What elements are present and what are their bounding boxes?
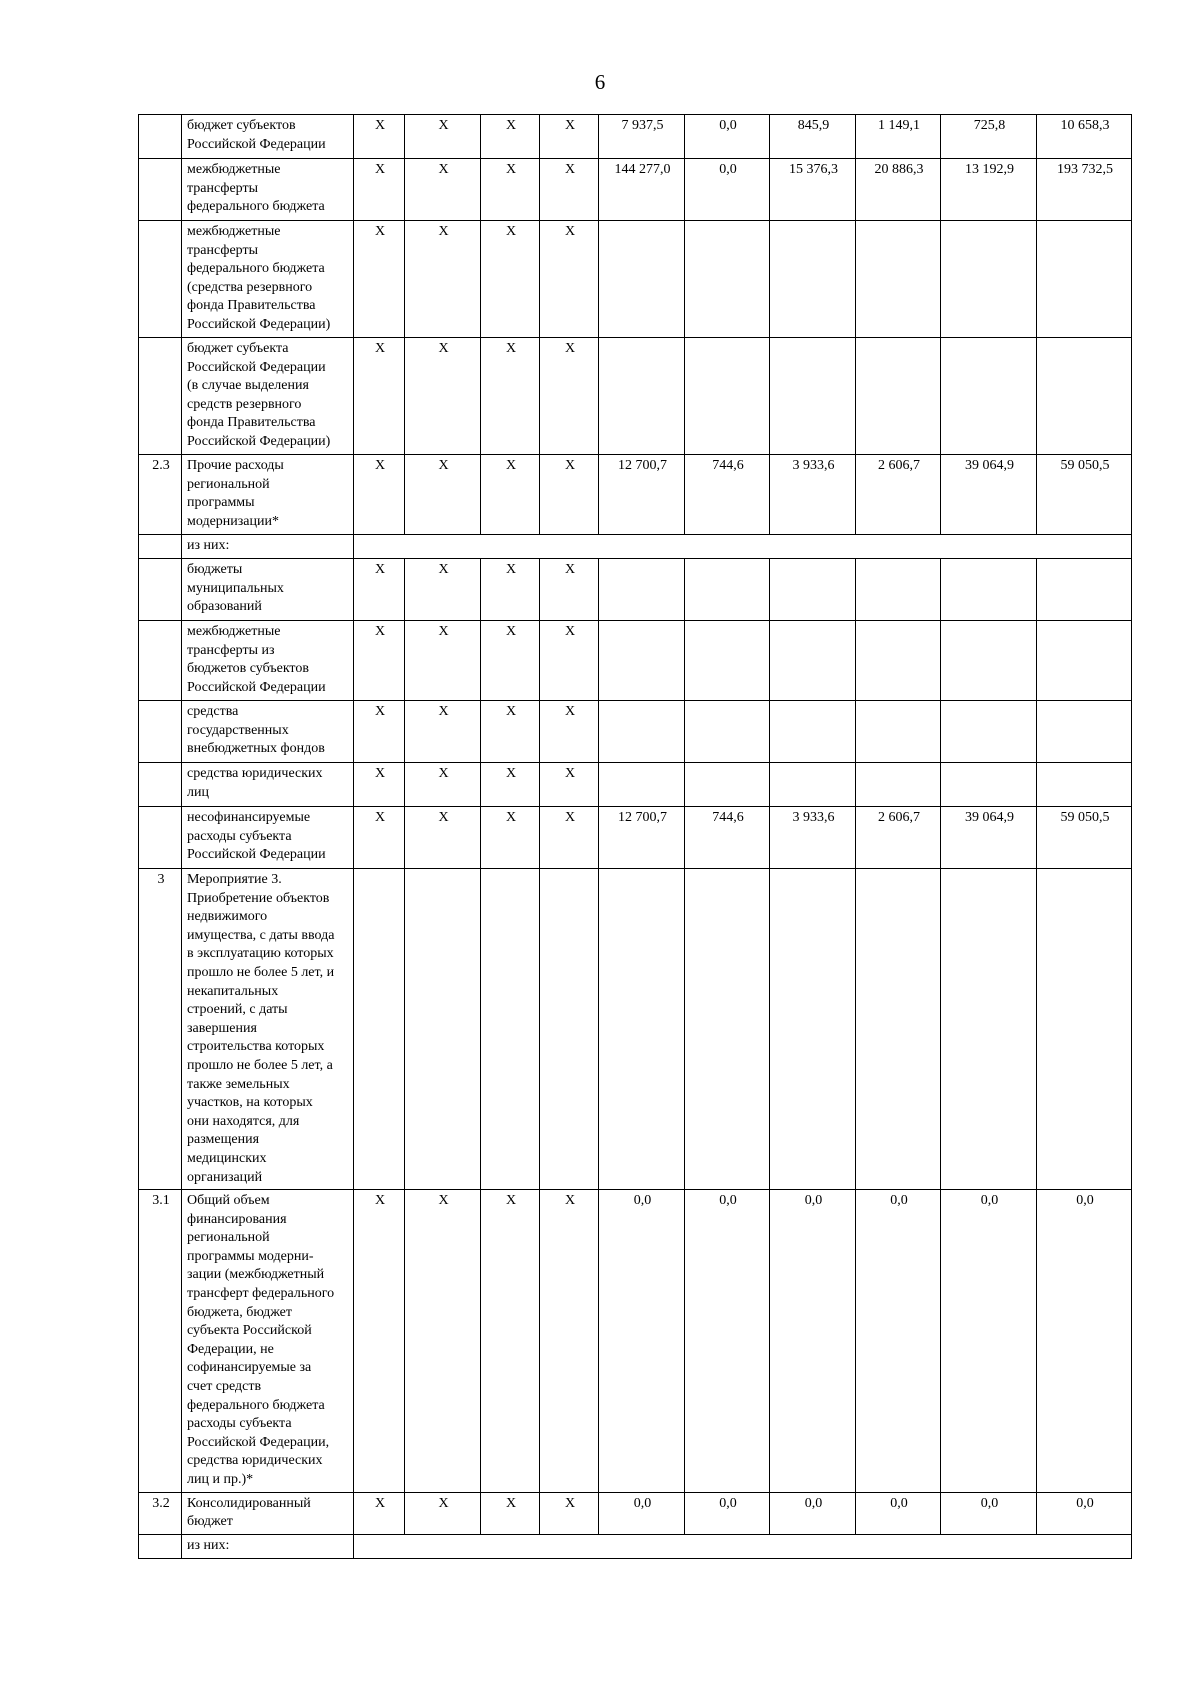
budget-table [138, 114, 1132, 1559]
mark-cell: X [540, 1492, 599, 1534]
row-number-cell [139, 763, 182, 807]
table-row [139, 1190, 1132, 1493]
table-row [139, 869, 1132, 1190]
value-cell: 39 064,9 [941, 455, 1037, 535]
mark-cell: X [354, 621, 405, 701]
mark-cell: X [481, 221, 540, 338]
value-cell [685, 869, 770, 1190]
value-cell [599, 338, 685, 455]
table-row [139, 535, 1132, 559]
row-description-cell: Прочие расходы региональной программы модернизации* [182, 455, 354, 535]
row-number-cell: 2.3 [139, 455, 182, 535]
value-cell: 13 192,9 [941, 159, 1037, 221]
value-cell [1037, 559, 1132, 621]
mark-cell: X [405, 1190, 481, 1493]
value-cell [941, 763, 1037, 807]
value-cell: 15 376,3 [770, 159, 856, 221]
value-cell [599, 559, 685, 621]
value-cell [856, 701, 941, 763]
mark-cell: X [405, 559, 481, 621]
table-row [139, 559, 1132, 621]
value-cell: 0,0 [941, 1190, 1037, 1493]
value-cell [599, 763, 685, 807]
table-row [139, 159, 1132, 221]
row-description-cell: межбюджетные трансферты федерального бюджета (средства резервного фонда Правительства Российской Федерации) [182, 221, 354, 338]
table-row [139, 807, 1132, 869]
value-cell: 744,6 [685, 807, 770, 869]
row-description-cell: несофинансируемые расходы субъекта Российской Федерации [182, 807, 354, 869]
value-cell [770, 701, 856, 763]
row-number-cell: 3.1 [139, 1190, 182, 1493]
value-cell: 39 064,9 [941, 807, 1037, 869]
mark-cell: X [405, 621, 481, 701]
mark-cell: X [481, 455, 540, 535]
mark-cell: X [354, 455, 405, 535]
mark-cell: X [405, 338, 481, 455]
value-cell [770, 221, 856, 338]
row-description-cell: из них: [182, 535, 354, 559]
mark-cell: X [540, 763, 599, 807]
mark-cell: X [405, 701, 481, 763]
mark-cell [540, 869, 599, 1190]
value-cell: 0,0 [856, 1190, 941, 1493]
mark-cell: X [354, 159, 405, 221]
page-number: 6 [594, 70, 606, 94]
mark-cell: X [540, 159, 599, 221]
mark-cell: X [481, 338, 540, 455]
value-cell [685, 559, 770, 621]
row-number-cell [139, 221, 182, 338]
row-description-cell: Мероприятие 3. Приобретение объектов недвижимого имущества, с даты ввода в эксплуатацию которых прошло не более 5 лет, и некапитальных строений, с даты завершения строительства которых прошло не более 5 лет, а также земельных участков, на которых они находятся, для размещения медицинских организаций [182, 869, 354, 1190]
row-number-cell: 3 [139, 869, 182, 1190]
value-cell [685, 763, 770, 807]
value-cell: 144 277,0 [599, 159, 685, 221]
mark-cell [481, 869, 540, 1190]
mark-cell [354, 869, 405, 1190]
row-number-cell [139, 115, 182, 159]
mark-cell: X [481, 559, 540, 621]
value-cell: 0,0 [685, 1190, 770, 1493]
table-row [139, 1534, 1132, 1558]
row-description-cell: бюджет субъектов Российской Федерации [182, 115, 354, 159]
mark-cell: X [405, 115, 481, 159]
mark-cell: X [540, 621, 599, 701]
value-cell [1037, 221, 1132, 338]
value-cell [856, 559, 941, 621]
merged-empty-cell [354, 1534, 1132, 1558]
value-cell: 845,9 [770, 115, 856, 159]
value-cell [599, 701, 685, 763]
value-cell [599, 221, 685, 338]
value-cell [856, 869, 941, 1190]
mark-cell: X [354, 559, 405, 621]
value-cell: 0,0 [599, 1492, 685, 1534]
value-cell: 2 606,7 [856, 807, 941, 869]
value-cell: 725,8 [941, 115, 1037, 159]
value-cell [685, 701, 770, 763]
value-cell: 0,0 [770, 1190, 856, 1493]
row-number-cell [139, 559, 182, 621]
mark-cell [405, 869, 481, 1190]
value-cell [941, 338, 1037, 455]
row-description-cell: бюджеты муниципальных образований [182, 559, 354, 621]
mark-cell: X [354, 115, 405, 159]
value-cell: 0,0 [1037, 1190, 1132, 1493]
row-description-cell: Общий объем финансирования региональной программы модерни- зации (межбюджетный трансферт федерального бюджета, бюджет субъекта Российской Федерации, не софинансируемые за счет средств федерального бюджета расходы субъекта Российской Федерации, средства юридических лиц и пр.)* [182, 1190, 354, 1493]
value-cell [941, 621, 1037, 701]
value-cell [770, 621, 856, 701]
value-cell [1037, 701, 1132, 763]
value-cell [1037, 338, 1132, 455]
value-cell [1037, 763, 1132, 807]
row-description-cell: средства юридических лиц [182, 763, 354, 807]
mark-cell: X [481, 701, 540, 763]
table-row [139, 221, 1132, 338]
row-number-cell [139, 535, 182, 559]
value-cell: 0,0 [941, 1492, 1037, 1534]
mark-cell: X [354, 1190, 405, 1493]
value-cell: 59 050,5 [1037, 455, 1132, 535]
mark-cell: X [405, 159, 481, 221]
mark-cell: X [481, 1190, 540, 1493]
row-number-cell [139, 338, 182, 455]
mark-cell: X [405, 763, 481, 807]
mark-cell: X [540, 559, 599, 621]
value-cell [770, 338, 856, 455]
mark-cell: X [405, 221, 481, 338]
value-cell: 0,0 [856, 1492, 941, 1534]
mark-cell: X [481, 115, 540, 159]
table-body [139, 115, 1132, 1559]
mark-cell: X [405, 807, 481, 869]
mark-cell: X [540, 807, 599, 869]
mark-cell: X [354, 763, 405, 807]
row-description-cell: бюджет субъекта Российской Федерации (в случае выделения средств резервного фонда Правительства Российской Федерации) [182, 338, 354, 455]
mark-cell: X [481, 807, 540, 869]
value-cell [941, 701, 1037, 763]
row-number-cell [139, 807, 182, 869]
value-cell [770, 559, 856, 621]
value-cell [856, 338, 941, 455]
table-row [139, 763, 1132, 807]
value-cell: 59 050,5 [1037, 807, 1132, 869]
mark-cell: X [481, 1492, 540, 1534]
row-description-cell: межбюджетные трансферты из бюджетов субъектов Российской Федерации [182, 621, 354, 701]
value-cell: 0,0 [1037, 1492, 1132, 1534]
value-cell: 10 658,3 [1037, 115, 1132, 159]
value-cell: 0,0 [685, 115, 770, 159]
mark-cell: X [405, 455, 481, 535]
value-cell [685, 621, 770, 701]
value-cell: 0,0 [770, 1492, 856, 1534]
value-cell: 744,6 [685, 455, 770, 535]
table-row [139, 1492, 1132, 1534]
row-description-cell: Консолидированный бюджет [182, 1492, 354, 1534]
mark-cell: X [481, 763, 540, 807]
value-cell [941, 869, 1037, 1190]
mark-cell: X [540, 701, 599, 763]
table-row [139, 338, 1132, 455]
table-row [139, 621, 1132, 701]
table-row [139, 701, 1132, 763]
row-description-cell: межбюджетные трансферты федерального бюджета [182, 159, 354, 221]
value-cell [941, 559, 1037, 621]
value-cell [856, 221, 941, 338]
value-cell [685, 221, 770, 338]
value-cell: 193 732,5 [1037, 159, 1132, 221]
row-number-cell [139, 1534, 182, 1558]
row-description-cell: из них: [182, 1534, 354, 1558]
value-cell [599, 869, 685, 1190]
value-cell: 20 886,3 [856, 159, 941, 221]
mark-cell: X [540, 1190, 599, 1493]
value-cell [856, 763, 941, 807]
mark-cell: X [481, 621, 540, 701]
value-cell: 3 933,6 [770, 807, 856, 869]
mark-cell: X [354, 807, 405, 869]
row-number-cell [139, 621, 182, 701]
value-cell: 0,0 [685, 1492, 770, 1534]
value-cell [856, 621, 941, 701]
value-cell: 12 700,7 [599, 807, 685, 869]
mark-cell: X [540, 455, 599, 535]
mark-cell: X [354, 701, 405, 763]
value-cell [1037, 621, 1132, 701]
table-row [139, 115, 1132, 159]
value-cell [1037, 869, 1132, 1190]
value-cell [599, 621, 685, 701]
mark-cell: X [405, 1492, 481, 1534]
row-number-cell [139, 159, 182, 221]
value-cell: 2 606,7 [856, 455, 941, 535]
value-cell [685, 338, 770, 455]
mark-cell: X [354, 1492, 405, 1534]
mark-cell: X [540, 338, 599, 455]
table-row [139, 455, 1132, 535]
row-description-cell: средства государственных внебюджетных фондов [182, 701, 354, 763]
merged-empty-cell [354, 535, 1132, 559]
value-cell [770, 763, 856, 807]
mark-cell: X [354, 338, 405, 455]
row-number-cell [139, 701, 182, 763]
mark-cell: X [354, 221, 405, 338]
mark-cell: X [481, 159, 540, 221]
value-cell: 7 937,5 [599, 115, 685, 159]
value-cell: 12 700,7 [599, 455, 685, 535]
value-cell: 1 149,1 [856, 115, 941, 159]
value-cell [770, 869, 856, 1190]
mark-cell: X [540, 115, 599, 159]
mark-cell: X [540, 221, 599, 338]
value-cell [941, 221, 1037, 338]
row-number-cell: 3.2 [139, 1492, 182, 1534]
value-cell: 0,0 [685, 159, 770, 221]
value-cell: 3 933,6 [770, 455, 856, 535]
value-cell: 0,0 [599, 1190, 685, 1493]
